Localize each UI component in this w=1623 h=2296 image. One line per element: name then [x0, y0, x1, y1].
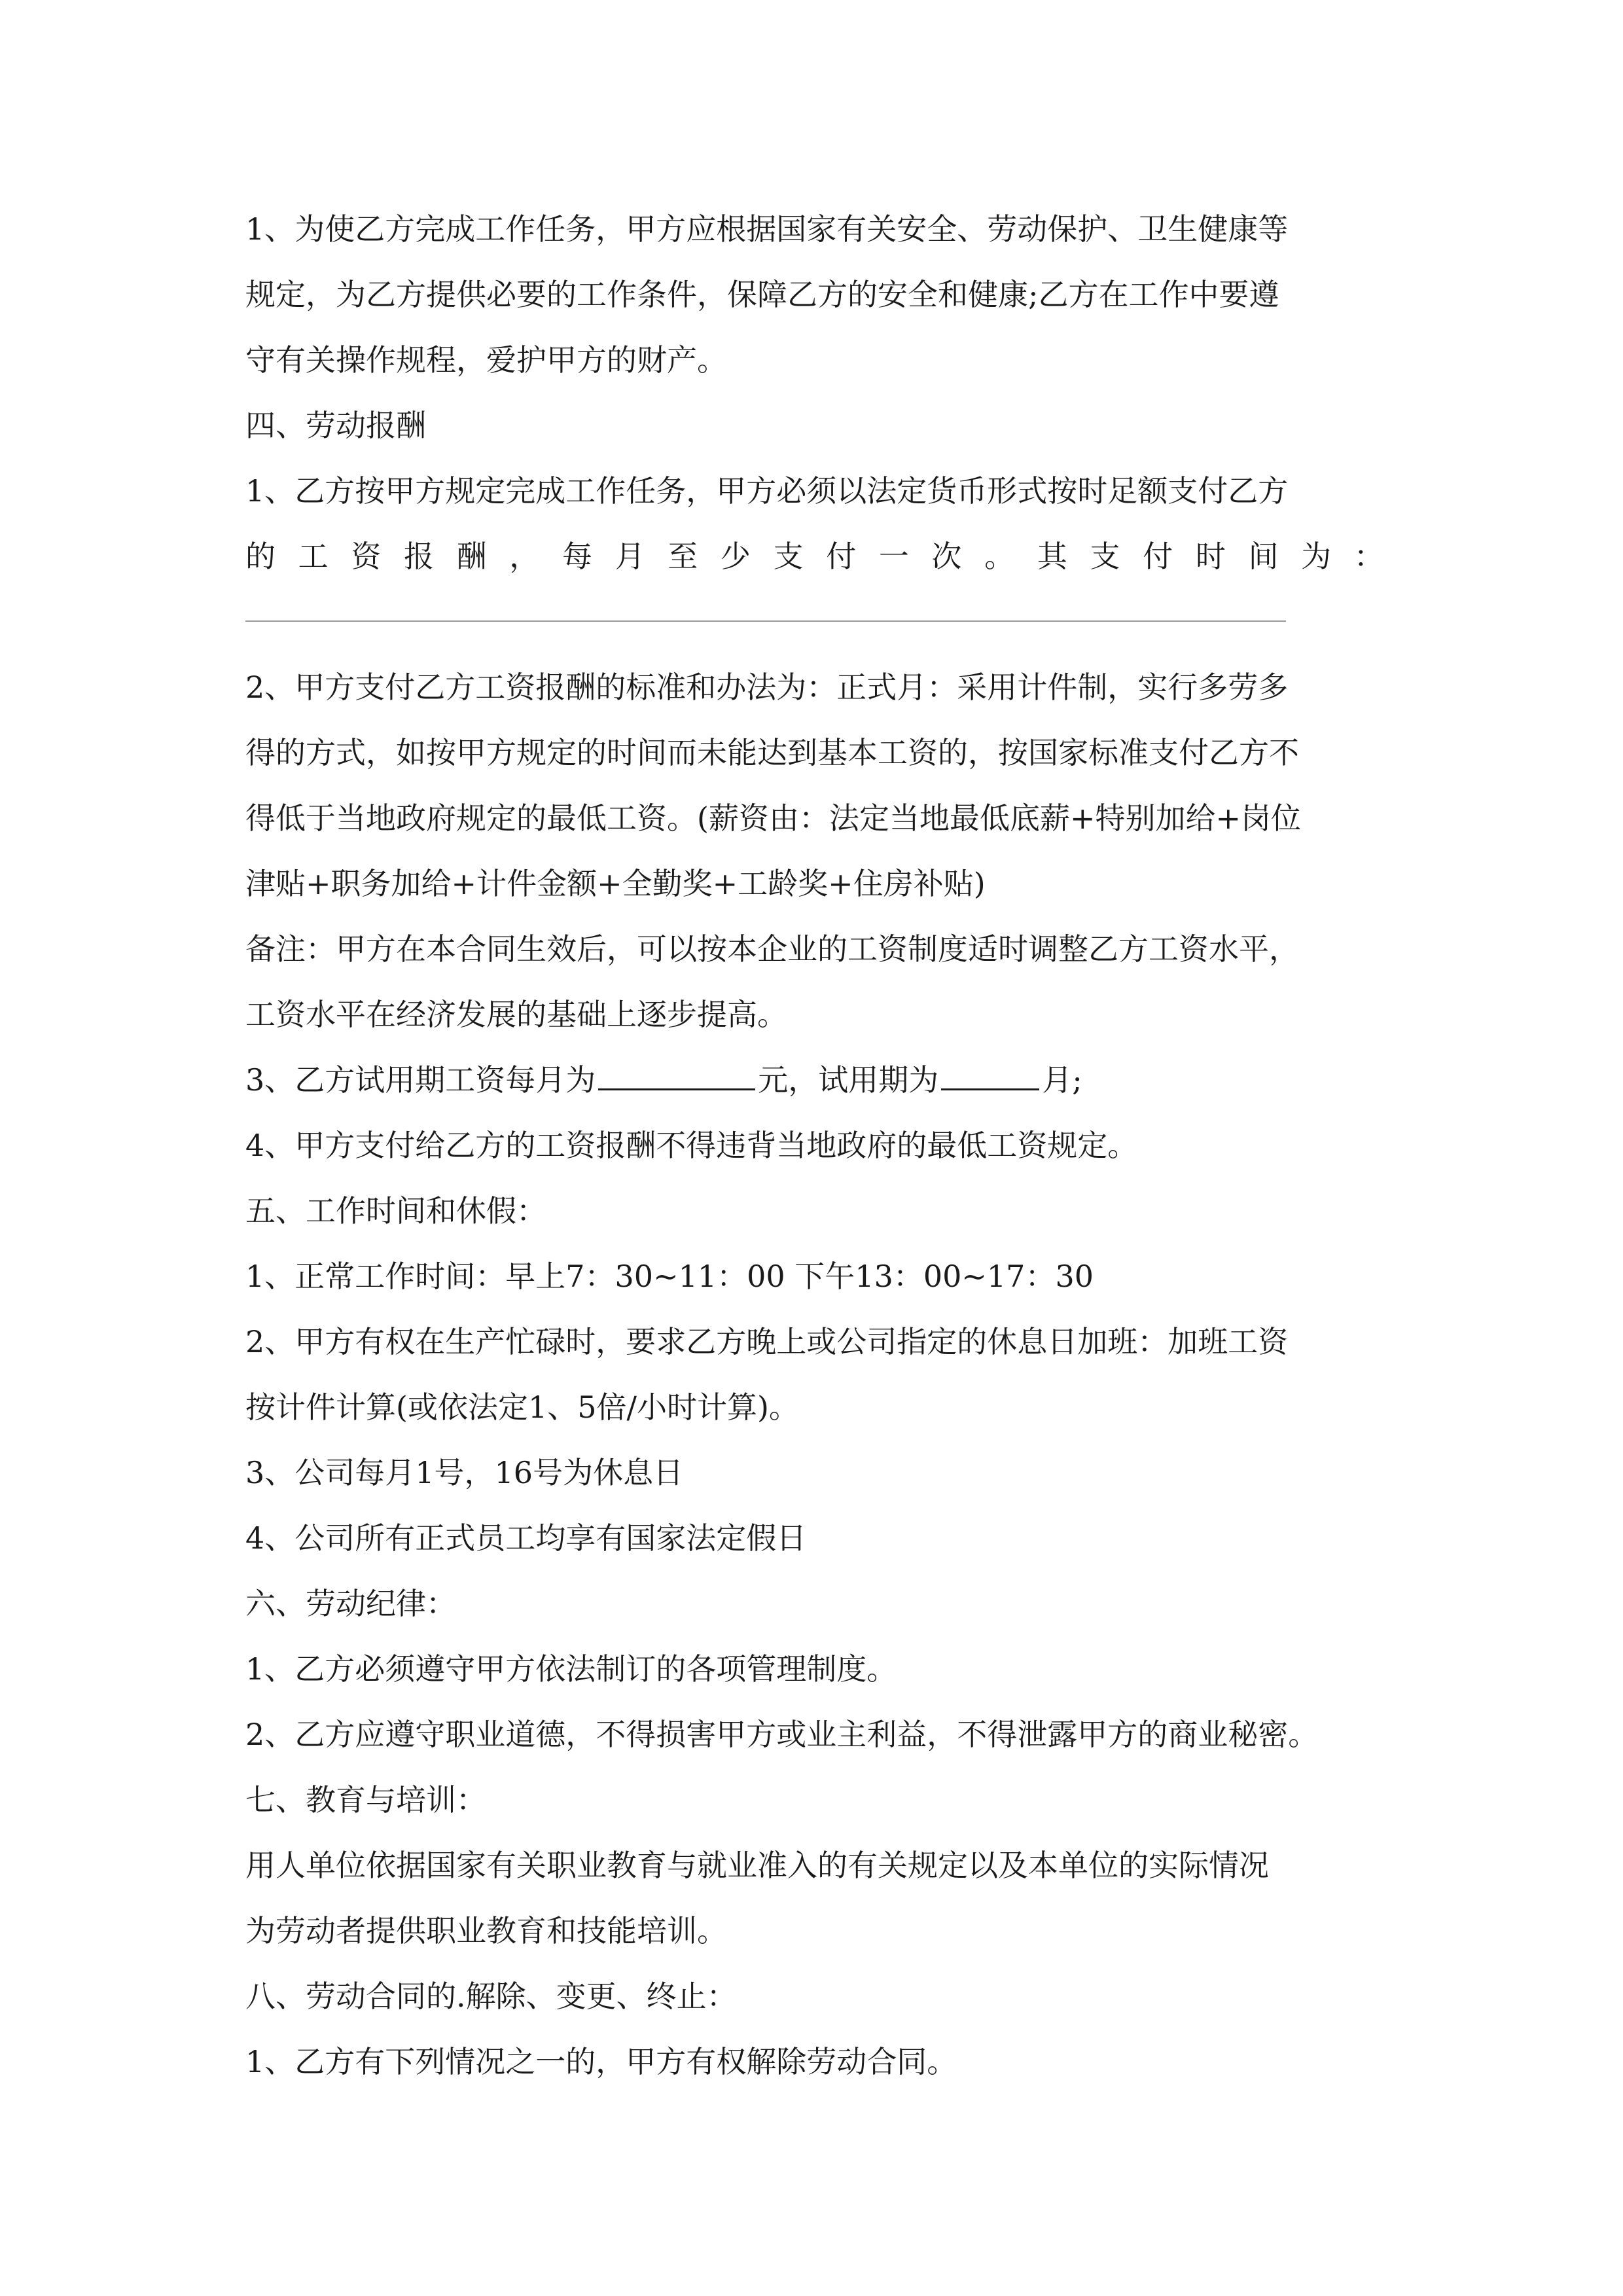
- paragraph-line: 1、乙方有下列情况之一的，甲方有权解除劳动合同。: [245, 2044, 957, 2079]
- paragraph-line: 1、乙方必须遵守甲方依法制订的各项管理制度。: [245, 1651, 897, 1687]
- paragraph-line: 2、甲方支付乙方工资报酬的标准和办法为：正式月：采用计件制，实行多劳多: [245, 670, 1289, 705]
- note-line: 备注：甲方在本合同生效后，可以按本企业的工资制度适时调整乙方工资水平，: [245, 931, 1299, 967]
- paragraph-line: 1、为使乙方完成工作任务，甲方应根据国家有关安全、劳动保护、卫生健康等: [245, 211, 1289, 247]
- justified-char: 月: [615, 539, 645, 574]
- note-line: 工资水平在经济发展的基础上逐步提高。: [245, 997, 787, 1032]
- paragraph-line: 4、甲方支付给乙方的工资报酬不得违背当地政府的最低工资规定。: [245, 1128, 1138, 1163]
- paragraph-line: 1、正常工作时间：早上7：30~11：00 下午13：00~17：30: [245, 1259, 1094, 1294]
- paragraph-line: 守有关操作规程，爱护甲方的财产。: [245, 342, 727, 378]
- probation-period-blank[interactable]: [941, 1058, 1039, 1090]
- justified-char: 付: [1143, 539, 1173, 574]
- justified-char: 为: [1301, 539, 1332, 574]
- justified-char: 至: [668, 539, 698, 574]
- justified-char: 间: [1248, 539, 1279, 574]
- justified-char: 每: [562, 539, 592, 574]
- payment-time-line: [245, 524, 1384, 589]
- justified-char: 支: [773, 539, 804, 574]
- paragraph-line: 3、公司每月1号，16号为休息日: [245, 1455, 684, 1490]
- justified-char: ：: [1353, 539, 1384, 574]
- paragraph-line: 按计件计算(或依法定1、5倍/小时计算)。: [245, 1390, 799, 1425]
- justified-char: 一: [878, 539, 909, 574]
- probation-text-2: 元，试用期为: [758, 1062, 939, 1098]
- probation-line: [245, 1047, 1384, 1113]
- payment-time-blank: [245, 589, 1384, 655]
- document-page: [245, 196, 1384, 2094]
- justified-char: 少: [720, 539, 751, 574]
- paragraph-line: 规定，为乙方提供必要的工作条件，保障乙方的安全和健康;乙方在工作中要遵: [245, 277, 1279, 312]
- justified-char: 酬: [456, 539, 487, 574]
- section-heading: 八、劳动合同的.解除、变更、终止：: [245, 1979, 737, 2014]
- section-heading: 七、教育与培训：: [245, 1782, 486, 1818]
- justified-char: ，: [509, 539, 540, 574]
- fill-in-rule: [245, 620, 1286, 622]
- justified-char: 资: [351, 539, 382, 574]
- justified-char: 支: [1090, 539, 1120, 574]
- justified-char: 其: [1037, 539, 1067, 574]
- paragraph-line: 4、公司所有正式员工均享有国家法定假日: [245, 1520, 807, 1556]
- justified-char: 报: [403, 539, 434, 574]
- justified-char: 的: [245, 539, 276, 574]
- justified-char: 工: [298, 539, 329, 574]
- paragraph-line: 用人单位依据国家有关职业教育与就业准入的有关规定以及本单位的实际情况: [245, 1848, 1269, 1883]
- probation-text-3: 月;: [1042, 1062, 1082, 1098]
- section-heading: 六、劳动纪律：: [245, 1586, 456, 1621]
- justified-char: 。: [984, 539, 1015, 574]
- paragraph-line: 津贴+职务加给+计件金额+全勤奖+工龄奖+住房补贴): [245, 866, 986, 901]
- paragraph-line: 得低于当地政府规定的最低工资。(薪资由：法定当地最低底薪+特别加给+岗位: [245, 800, 1302, 836]
- paragraph-line: 1、乙方按甲方规定完成工作任务，甲方必须以法定货币形式按时足额支付乙方: [245, 473, 1289, 509]
- section-heading: 五、工作时间和休假：: [245, 1193, 546, 1229]
- justified-char: 付: [826, 539, 857, 574]
- paragraph-line: 2、乙方应遵守职业道德，不得损害甲方或业主利益，不得泄露甲方的商业秘密。: [245, 1717, 1319, 1752]
- section-heading: 四、劳动报酬: [245, 408, 426, 443]
- paragraph-line: 为劳动者提供职业教育和技能培训。: [245, 1913, 727, 1948]
- justified-char: 时: [1195, 539, 1226, 574]
- probation-text-1: 3、乙方试用期工资每月为: [245, 1062, 596, 1098]
- justified-char: 次: [931, 539, 962, 574]
- paragraph-line: 2、甲方有权在生产忙碌时，要求乙方晚上或公司指定的休息日加班：加班工资: [245, 1324, 1289, 1359]
- probation-wage-blank[interactable]: [598, 1058, 755, 1090]
- paragraph-line: 得的方式，如按甲方规定的时间而未能达到基本工资的，按国家标准支付乙方不: [245, 735, 1299, 770]
